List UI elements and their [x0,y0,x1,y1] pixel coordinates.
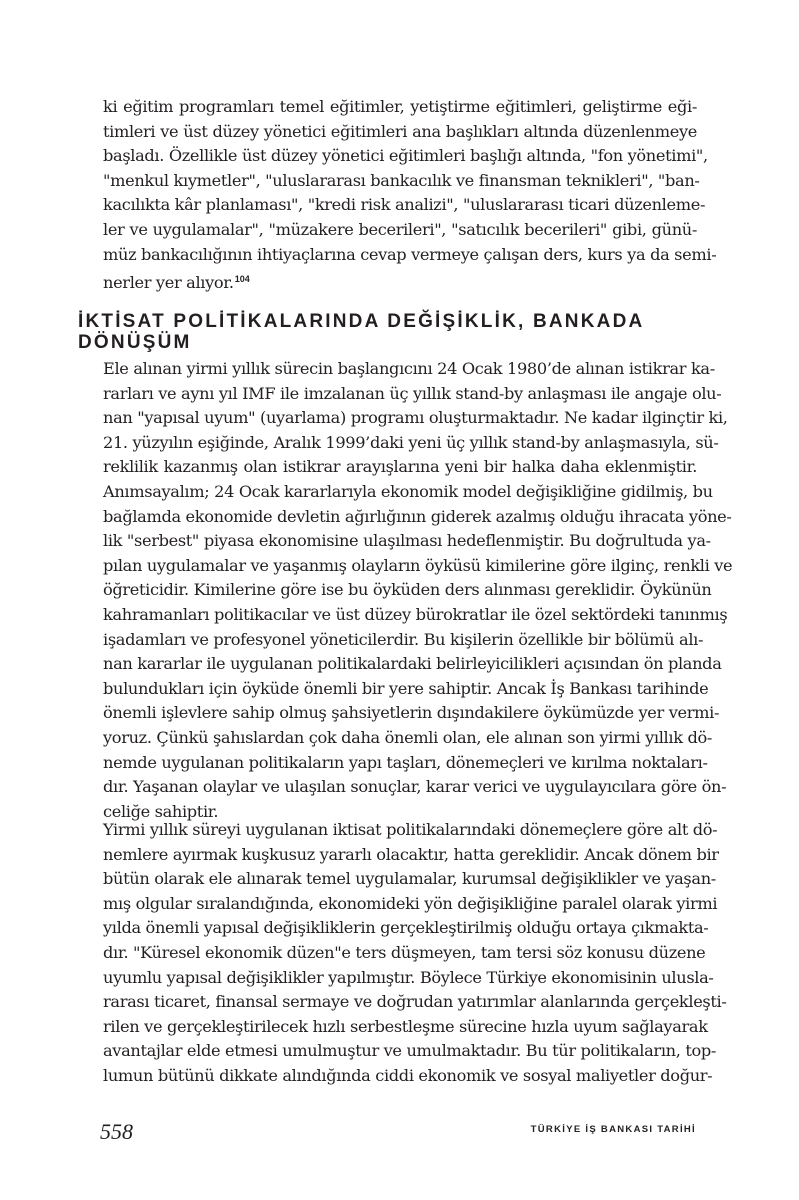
text-line: lumun bütünü dikkate alındığında ciddi ekonomik ve sosyal maliyetler doğur- [103,1065,713,1085]
text-line: Yirmi yıllık süreyi uygulanan iktisat politikalarındaki dönemeçlere göre alt dö- [103,820,718,839]
text-line: rarları ve aynı yıl IMF ile imzalanan üç yıllık stand-by anlaşması ile angaje olu- [103,383,722,403]
text-line: bütün olarak ele alınarak temel uygulamalar, kurumsal değişiklikler ve yaşan- [103,869,716,889]
text-line: pılan uygulamalar ve yaşanmış olayların öyküsü kimilerine göre ilginç, renkli ve [103,555,733,575]
paragraph-policy-change [103,357,733,824]
text-line: celiğe sahiptir. [103,801,219,821]
text-line: nemde uygulanan politikaların yapı taşları, dönemeçleri ve kırılma noktaları- [103,752,708,772]
text-line-last [103,267,697,292]
text-line: başladı. Özellikle üst düzey yönetici eğitimleri başlığı altında, "fon yönetimi", [103,146,708,166]
section-heading [78,311,698,353]
paragraph-twenty-years [103,818,727,1089]
text-line: timleri ve üst düzey yönetici eğitimleri ana başlıkları altında düzenlenmeye [103,121,697,141]
text-line: Ele alınan yirmi yıllık sürecin başlangıcını 24 Ocak 1980’de alınan istikrar ka- [103,359,715,378]
text-line: nemlere ayırmak kuşkusuz yararlı olacaktır, hatta gereklidir. Ancak dönem bir [103,844,719,864]
footnote-reference[interactable]: 104 [234,274,250,285]
text-line: nan kararlar ile uygulanan politikalardaki belirleyicilikleri açısından ön planda [103,654,722,674]
page-number: 558 [100,1119,133,1144]
text-line: reklilik kazanmış olan istikrar arayışlarına yeni bir halka daha eklenmiştir. [103,457,697,477]
heading-line: İKTİSAT POLİTİKALARINDA DEĞİŞİKLİK, BANKADA [78,311,645,332]
text-line: uyumlu yapısal değişiklikler yapılmıştır. Böylece Türkiye ekonomisinin ulusla- [103,967,714,987]
text-line: öğreticidir. Kimilerine göre ise bu öyküden ders alınması gereklidir. Öykünün [103,580,712,600]
text-line: 21. yüzyılın eşiğinde, Aralık 1999’daki yeni üç yıllık stand-by anlaşmasıyla, sü- [103,432,719,452]
text-line: bağlamda ekonomide devletin ağırlığının giderek azalmış olduğu ihracata yöne- [103,506,732,526]
text-line: işadamları ve profesyonel yöneticilerdir. Bu kişilerin özellikle bir bölümü alı- [103,629,704,649]
paragraph-training-programs [103,95,717,293]
text-line: kacılıkta kâr planlaması", "kredi risk analizi", "uluslararası ticari düzenleme- [103,195,706,215]
text-line: rilen ve gerçekleştirilecek hızlı serbestleşme sürecine hızla uyum sağlayarak [103,1016,708,1036]
text-line-content: nerler yer alıyor. [103,273,234,293]
heading-line: DÖNÜŞÜM [78,332,192,353]
text-line: dır. "Küresel ekonomik düzen"e ters düşmeyen, tam tersi söz konusu düzene [103,942,706,962]
running-title: TÜRKİYE İŞ BANKASI TARİHİ [530,1124,696,1135]
text-line: kahramanları politikacılar ve üst düzey bürokratlar ile özel sektördeki tanınmış [103,604,728,624]
text-line: bulundukları için öyküde önemli bir yere sahiptir. Ancak İş Bankası tarihinde [103,678,709,698]
text-line: yoruz. Çünkü şahıslardan çok daha önemli olan, ele alınan son yirmi yıllık dö- [103,727,712,747]
text-line: müz bankacılığının ihtiyaçlarına cevap vermeye çalışan ders, kurs ya da semi- [103,244,717,264]
text-line: dır. Yaşanan olaylar ve ulaşılan sonuçlar, karar verici ve uygulayıcılara göre ön- [103,777,727,797]
text-line: mış olgular sıralandığında, ekonomideki yön değişikliğine paralel olarak yirmi [103,893,718,913]
text-line: önemli işlevlere sahip olmuş şahsiyetlerin dışındakilere öykümüzde yer vermi- [103,703,720,723]
text-line: rarası ticaret, finansal sermaye ve doğrudan yatırımlar alanlarında gerçekleşti- [103,992,727,1012]
text-line: ler ve uygulamalar", "müzakere becerileri", "satıcılık becerileri" gibi, günü- [103,219,697,239]
text-line: avantajlar elde etmesi umulmuştur ve umulmaktadır. Bu tür politikaların, top- [103,1041,717,1061]
text-line: ki eğitim programları temel eğitimler, yetiştirme eğitimleri, geliştirme eği- [103,97,697,116]
text-line: "menkul kıymetler", "uluslararası bankacılık ve finansman teknikleri", "ban- [103,170,700,190]
text-line: Anımsayalım; 24 Ocak kararlarıyla ekonomik model değişikliğine gidilmiş, bu [103,481,713,501]
text-line: lik "serbest" piyasa ekonomisine ulaşılması hedeflenmiştir. Bu doğrultuda ya- [103,531,711,551]
text-line: yılda önemli yapısal değişikliklerin gerçekleştirilmiş olduğu ortaya çıkmakta- [103,918,709,938]
text-line: nan "yapısal uyum" (uyarlama) programı oluşturmaktadır. Ne kadar ilginçtir ki, [103,408,728,428]
